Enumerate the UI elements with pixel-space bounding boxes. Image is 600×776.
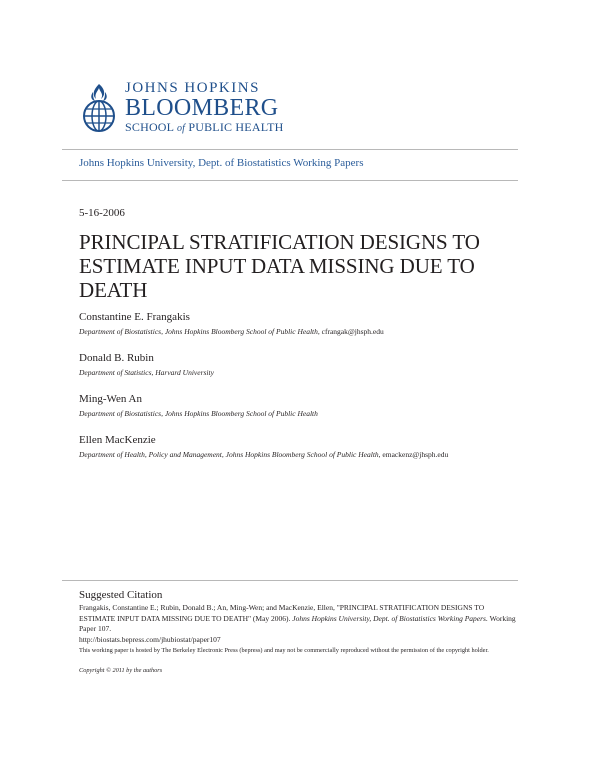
author-affiliation-text: Department of Statistics, Harvard University [79,368,214,377]
citation-main: Frangakis, Constantine E.; Rubin, Donald B.; An, Ming-Wen; and MacKenzie, Ellen, "PRINCIPAL STRATIFICATION DESIGNS TO ESTIMATE INPUT DATA MISSING DUE TO DEATH" (May 2006). [79,603,485,623]
citation-text [79,603,519,645]
logo-line-3 [125,120,284,136]
author-name: Ming-Wen An [79,393,142,405]
top-divider [62,149,518,150]
series-link[interactable]: Johns Hopkins University, Dept. of Biostatistics Working Papers [79,157,364,169]
globe-torch-icon [79,82,119,134]
logo-line-1: JOHNS HOPKINS [125,80,260,96]
hosting-notice: This working paper is hosted by The Berkeley Electronic Press (bepress) and may not be commercially reproduced without the permission of the copyright holder. [79,647,489,654]
logo-line-3-of: of [176,123,186,134]
author-entry [79,433,539,460]
author-name: Ellen MacKenzie [79,434,156,446]
paper-title: PRINCIPAL STRATIFICATION DESIGNS TO ESTIMATE INPUT DATA MISSING DUE TO DEATH [79,230,480,302]
author-name: Constantine E. Frangakis [79,311,190,323]
citation-paper-number: Working Paper 107. [79,613,516,633]
author-list [79,310,539,474]
author-affiliation [79,450,539,460]
author-entry [79,351,539,378]
citation-journal: Johns Hopkins University, Dept. of Biostatistics Working Papers. [292,613,488,623]
logo-line-2: BLOOMBERG [125,95,279,121]
logo-wordmark [125,80,284,136]
author-affiliation [79,368,539,378]
citation-url[interactable]: http://biostats.bepress.com/jhubiostat/paper107 [79,634,221,644]
author-affiliation [79,409,539,419]
publication-date: 5-16-2006 [79,207,125,219]
author-affiliation-text: Department of Biostatistics, Johns Hopkins Bloomberg School of Public Health, [79,327,320,336]
author-email[interactable]: emackenz@jhsph.edu [382,450,449,459]
school-logo [79,80,289,138]
author-affiliation-text: Department of Health, Policy and Management, Johns Hopkins Bloomberg School of Public Health, [79,450,381,459]
author-name: Donald B. Rubin [79,352,154,364]
citation-heading: Suggested Citation [79,589,163,601]
author-affiliation [79,327,539,337]
copyright-notice: Copyright © 2011 by the authors [79,667,163,674]
series-divider [62,180,518,181]
author-email[interactable]: cfrangak@jhsph.edu [321,327,384,336]
logo-line-3-post: PUBLIC HEALTH [188,120,284,134]
logo-line-3-pre: SCHOOL [125,120,174,134]
author-entry [79,392,539,419]
citation-divider [62,580,518,581]
author-entry [79,310,539,337]
author-affiliation-text: Department of Biostatistics, Johns Hopkins Bloomberg School of Public Health [79,409,318,418]
